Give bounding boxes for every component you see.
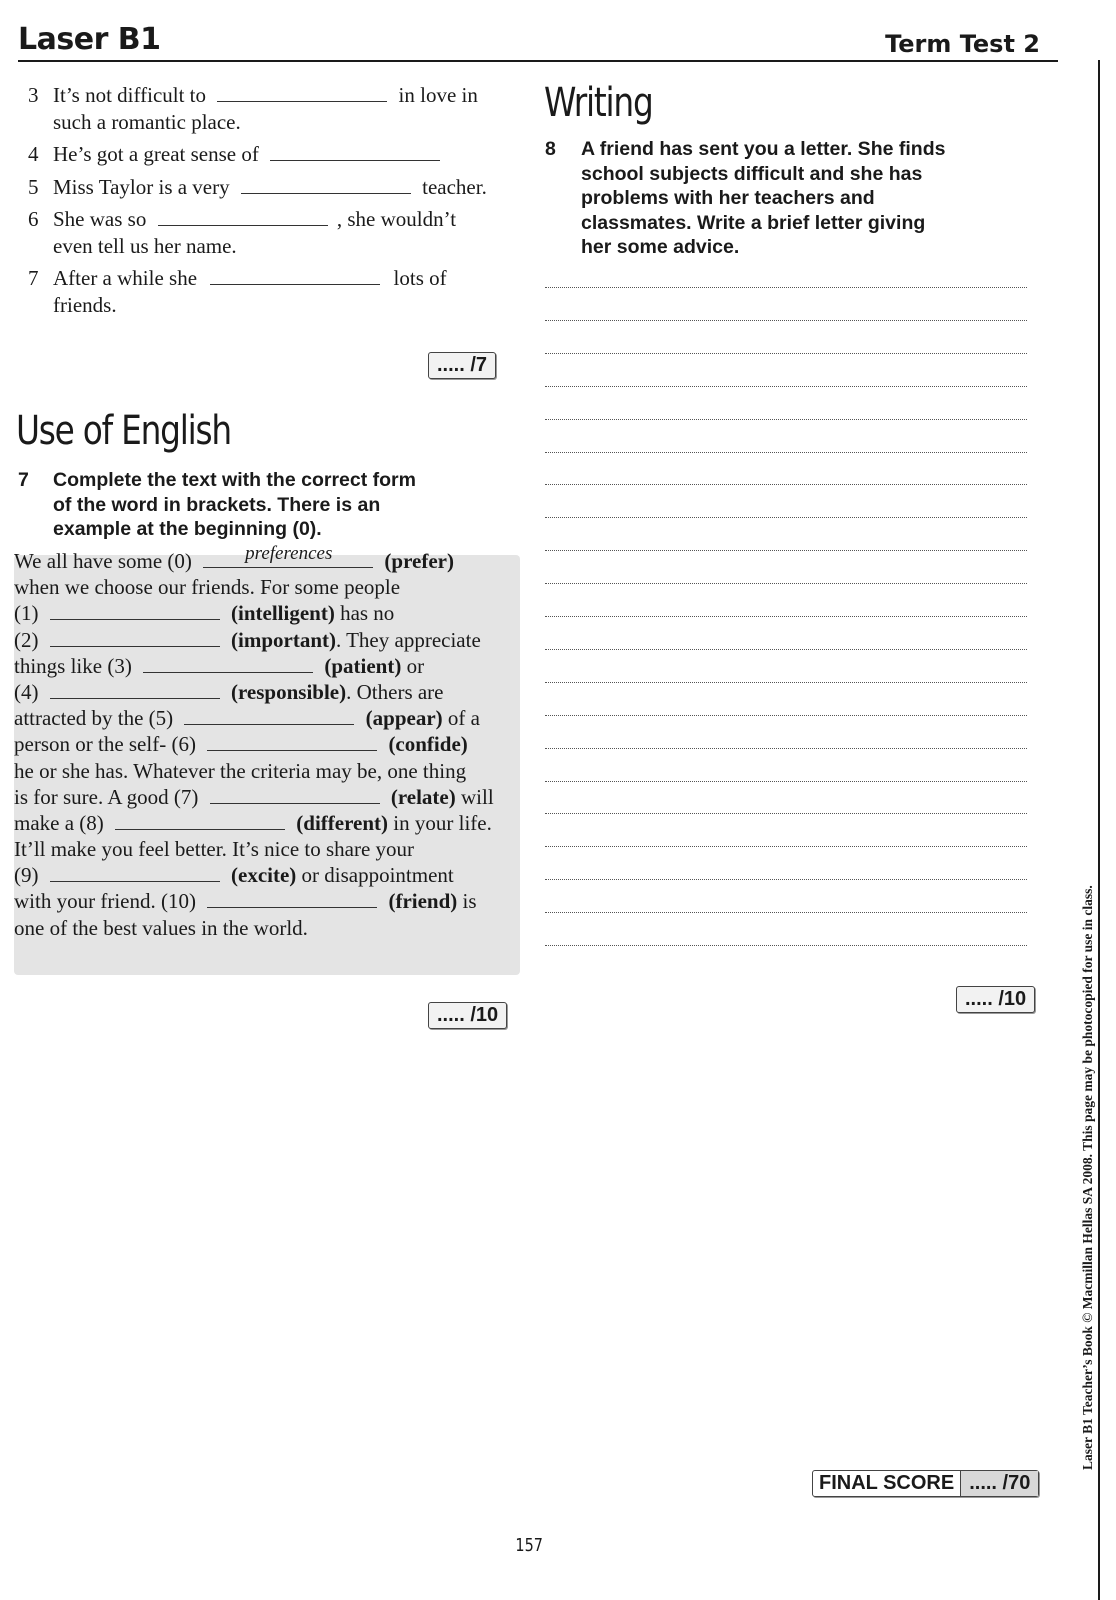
gap-3[interactable] (143, 656, 313, 673)
instruction-line: classmates. Write a brief letter giving (581, 211, 926, 234)
writing-line[interactable] (545, 419, 1027, 420)
header-rule (18, 60, 1058, 62)
question-text: , she wouldn’t (336, 207, 457, 231)
base-word: (excite) (231, 863, 297, 888)
answer-blank[interactable] (210, 268, 380, 285)
passage-text: or disappointment (301, 863, 454, 888)
base-word: (confide) (388, 732, 468, 757)
question-text: lots of (393, 266, 447, 290)
writing-line[interactable] (545, 287, 1027, 288)
gap-fill-passage (14, 542, 514, 941)
question-number: 7 (28, 266, 39, 290)
question-text: He’s got a great sense of (53, 142, 259, 166)
passage-text: . Others are (346, 679, 444, 704)
gap-1[interactable] (50, 603, 220, 620)
task-number: 7 (18, 469, 29, 491)
writing-line[interactable] (545, 879, 1027, 880)
passage-text: things like (3) (14, 653, 132, 678)
base-word: (different) (296, 810, 389, 835)
writing-line[interactable] (545, 715, 1027, 716)
passage-text: (1) (14, 601, 39, 626)
question-number: 4 (28, 142, 39, 166)
instruction-line: example at the beginning (0). (53, 518, 322, 540)
gap-10[interactable] (207, 891, 377, 908)
gap-4[interactable] (50, 682, 220, 699)
final-score-label: FINAL SCORE (819, 1472, 955, 1494)
page-number: 157 (515, 1535, 543, 1556)
question-text: teacher. (422, 175, 487, 199)
gap-6[interactable] (207, 734, 377, 751)
task-number: 8 (545, 138, 556, 160)
writing-line[interactable] (545, 945, 1027, 946)
answer-blank[interactable] (241, 177, 411, 194)
base-word: (appear) (365, 706, 443, 731)
instruction-line: her some advice. (581, 236, 740, 258)
question-number: 3 (28, 83, 39, 107)
gap-9[interactable] (50, 865, 220, 882)
use-of-english-score-box: ..... /10 (428, 1002, 507, 1029)
passage-text: is for sure. A good (7) (14, 784, 199, 809)
copyright-notice: Laser B1 Teacher’s Book © Macmillan Hellas SA 2008. This page may be photocopied for use in class. (1080, 885, 1095, 1470)
question-text: such a romantic place. (53, 110, 241, 134)
writing-line[interactable] (545, 550, 1027, 551)
test-title: Term Test 2 (885, 30, 1040, 58)
writing-line[interactable] (545, 517, 1027, 518)
writing-line[interactable] (545, 649, 1027, 650)
question-text: even tell us her name. (53, 234, 237, 258)
passage-text: in your life. (393, 810, 492, 835)
use-of-english-title: Use of English (16, 408, 231, 454)
vocab-score-box: ..... /7 (428, 352, 496, 379)
example-answer (203, 542, 373, 568)
question-text: It’s not difficult to (53, 83, 207, 107)
book-title: Laser B1 (18, 22, 161, 57)
answer-blank[interactable] (217, 85, 387, 102)
writing-title: Writing (544, 80, 653, 126)
writing-line[interactable] (545, 484, 1027, 485)
instruction-line: Complete the text with the correct form (53, 469, 416, 491)
question-text: Miss Taylor is a very (53, 175, 230, 199)
use-of-english-instruction (18, 468, 518, 548)
passage-text: one of the best values in the world. (14, 915, 308, 940)
final-score-box (812, 1470, 1039, 1497)
instruction-line: of the word in brackets. There is an (53, 493, 381, 516)
writing-line[interactable] (545, 846, 1027, 847)
passage-text: of a (447, 706, 480, 731)
writing-line[interactable] (545, 320, 1027, 321)
writing-line[interactable] (545, 616, 1027, 617)
instruction-line: A friend has sent you a letter. She finds (581, 138, 946, 160)
passage-text: It’ll make you feel better. It’s nice to share your (14, 837, 415, 862)
writing-line[interactable] (545, 353, 1027, 354)
passage-text: (9) (14, 863, 39, 888)
base-word: (responsible) (231, 679, 347, 704)
writing-line[interactable] (545, 813, 1027, 814)
answer-blank[interactable] (158, 209, 328, 226)
passage-text: he or she has. Whatever the criteria may be, one thing (14, 758, 467, 783)
passage-text: has no (340, 601, 395, 626)
base-word: (patient) (324, 653, 402, 678)
writing-line[interactable] (545, 386, 1027, 387)
writing-line[interactable] (545, 583, 1027, 584)
passage-text: We all have some (0) (14, 549, 192, 573)
question-text: in love in (398, 83, 478, 107)
writing-line[interactable] (545, 748, 1027, 749)
instruction-line: school subjects difficult and she has (581, 162, 923, 185)
example-answer-text: preferences (245, 542, 333, 564)
base-word: (important) (231, 627, 336, 652)
side-rule (1098, 60, 1100, 1600)
writing-line[interactable] (545, 452, 1027, 453)
gap-8[interactable] (115, 813, 285, 830)
gap-7[interactable] (210, 787, 380, 804)
question-text: After a while she (53, 266, 198, 290)
passage-text: (4) (14, 679, 39, 704)
passage-text: . They appreciate (335, 627, 481, 652)
answer-blank[interactable] (270, 144, 440, 161)
question-number: 6 (28, 207, 39, 231)
writing-line[interactable] (545, 682, 1027, 683)
writing-score-box: ..... /10 (956, 986, 1035, 1013)
gap-2[interactable] (50, 630, 220, 647)
passage-text: will (460, 784, 494, 809)
writing-line[interactable] (545, 781, 1027, 782)
base-word: (friend) (388, 889, 458, 914)
base-word: (intelligent) (231, 601, 335, 626)
passage-text: is (462, 889, 477, 914)
passage-text: attracted by the (5) (14, 706, 174, 731)
instruction-line: problems with her teachers and (581, 187, 875, 209)
passage-text: or (406, 653, 425, 678)
base-word: (prefer) (384, 549, 454, 573)
question-text: friends. (53, 293, 117, 317)
writing-instruction (545, 137, 1045, 262)
passage-text: when we choose our friends. For some people (14, 575, 401, 600)
question-number: 5 (28, 175, 39, 199)
passage-text: with your friend. (10) (14, 889, 196, 914)
writing-line[interactable] (545, 912, 1027, 913)
passage-text: (2) (14, 627, 39, 652)
final-score-value: ..... /70 (960, 1471, 1038, 1496)
gap-5[interactable] (184, 708, 354, 725)
passage-text: person or the self- (6) (14, 732, 196, 757)
passage-text: make a (8) (14, 810, 104, 835)
question-text: She was so (53, 207, 147, 231)
base-word: (relate) (390, 784, 456, 809)
